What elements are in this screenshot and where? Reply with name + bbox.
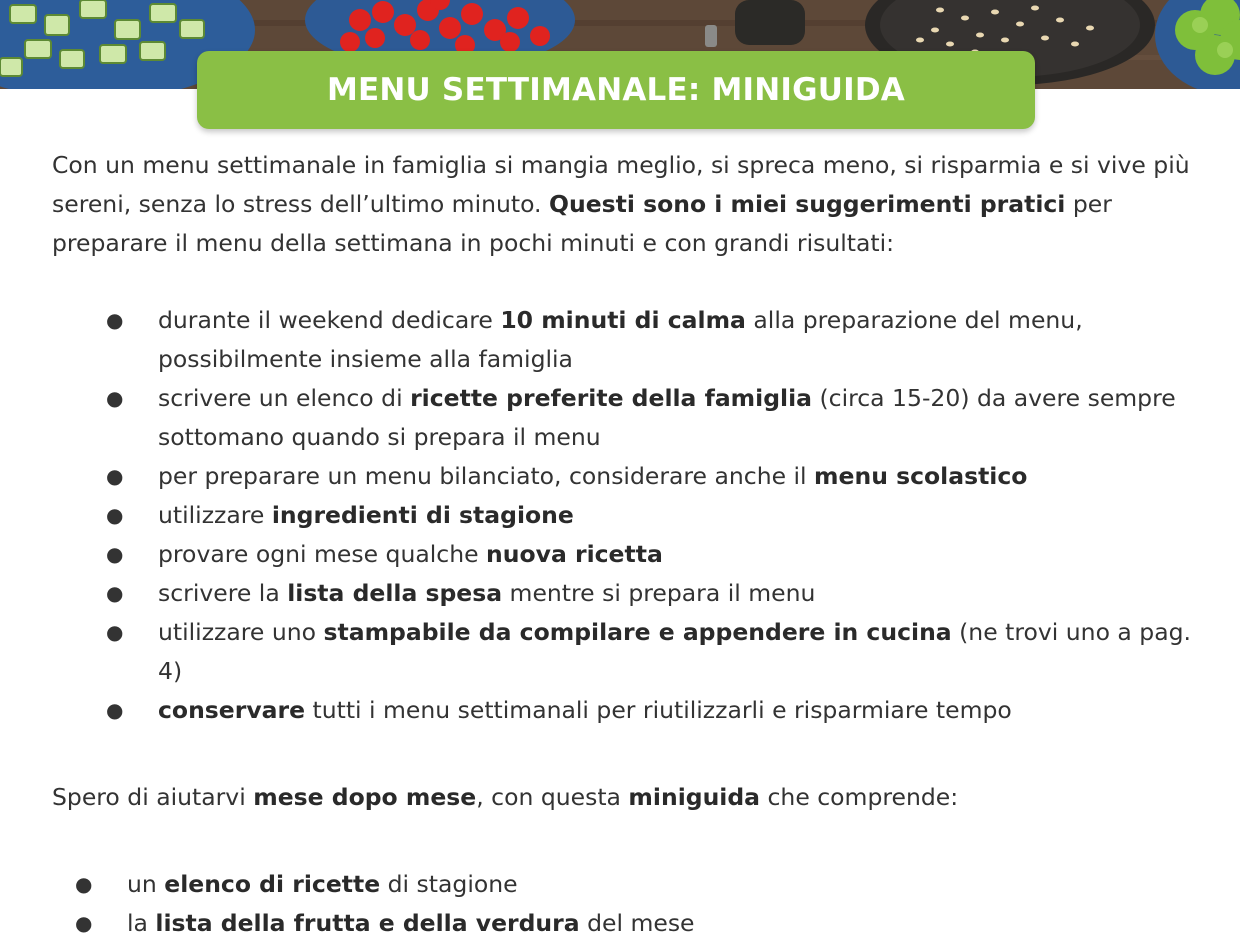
contents-list (52, 865, 1207, 943)
list-item-text (158, 540, 663, 568)
bold-text: 10 minuti di calma (500, 306, 746, 334)
text-run: Con un menu settimanale in famiglia si mangia meglio, si spreca meno, si risparmia e si vive più sereni, senza lo stress dell’ultimo minuto. (52, 151, 1190, 218)
text-run: scrivere un elenco di (158, 384, 411, 412)
bold-text: elenco di ricette (164, 870, 381, 898)
text-run: per preparare un menu bilanciato, considerare anche il (158, 462, 815, 490)
text-run: tutti i menu settimanali per riutilizzarli e risparmiare tempo (305, 696, 1012, 724)
text-run: scrivere la (158, 579, 288, 607)
text-run: (circa 15-20) da avere sempre sottomano quando si prepara il menu (158, 384, 1176, 451)
bold-text: stampabile da compilare e appendere in cucina (323, 618, 952, 646)
bold-text: ricette preferite della famiglia (410, 384, 813, 412)
oil-bottle (735, 0, 805, 45)
bold-text: nuova ricetta (486, 540, 663, 568)
bold-text: menu scolastico (814, 462, 1028, 490)
list-item-text (158, 306, 1083, 373)
text-run: di stagione (380, 870, 518, 898)
bullet-icon: ● (106, 308, 124, 332)
intro-paragraph (52, 146, 1207, 263)
list-item (104, 691, 1207, 730)
title-banner (197, 51, 1035, 129)
bullet-icon: ● (106, 698, 124, 722)
bullet-icon: ● (106, 581, 124, 605)
document-content (52, 146, 1207, 943)
list-item (104, 496, 1207, 535)
list-item-text (127, 909, 695, 937)
text-run: mentre si prepara il menu (502, 579, 816, 607)
bullet-icon: ● (75, 872, 93, 896)
bullet-icon: ● (75, 911, 93, 935)
text-run: alla preparazione del menu, possibilmente insieme alla famiglia (158, 306, 1083, 373)
bullet-icon: ● (106, 620, 124, 644)
list-item (104, 574, 1207, 613)
bold-text: mese dopo mese (253, 783, 477, 811)
text-run: del mese (579, 909, 695, 937)
text-run: , con questa (476, 783, 629, 811)
tips-list (52, 301, 1207, 730)
list-item-text (158, 579, 815, 607)
text-run: (ne trovi uno a pag. 4) (158, 618, 1191, 685)
list-item-text (158, 462, 1027, 490)
page-title: MENU SETTIMANALE: MINIGUIDA (326, 72, 905, 108)
list-item-text (127, 870, 518, 898)
list-item-text (158, 501, 574, 529)
list-item-text (158, 618, 1191, 685)
list-item (104, 535, 1207, 574)
list-item-text (158, 384, 1176, 451)
list-item (104, 457, 1207, 496)
bullet-icon: ● (106, 503, 124, 527)
text-run: Spero di aiutarvi (52, 783, 254, 811)
text-run: provare ogni mese qualche (158, 540, 487, 568)
list-item (104, 379, 1207, 457)
list-item (104, 613, 1207, 691)
bold-text: lista della spesa (287, 579, 503, 607)
bullet-icon: ● (106, 386, 124, 410)
bullet-icon: ● (106, 464, 124, 488)
text-run: utilizzare uno (158, 618, 324, 646)
text-run: per preparare il menu della settimana in pochi minuti e con grandi risultati: (52, 190, 1112, 257)
text-run: che comprende: (760, 783, 959, 811)
list-item (104, 301, 1207, 379)
text-run: durante il weekend dedicare (158, 306, 501, 334)
bold-text: miniguida (628, 783, 761, 811)
text-run: la (127, 909, 156, 937)
list-item (73, 865, 1207, 904)
list-item-text (158, 696, 1012, 724)
bold-text: lista della frutta e della verdura (155, 909, 580, 937)
bold-text: ingredienti di stagione (271, 501, 574, 529)
bold-text: Questi sono i miei suggerimenti pratici (549, 190, 1066, 218)
text-run: utilizzare (158, 501, 272, 529)
text-run: un (127, 870, 165, 898)
bullet-icon: ● (106, 542, 124, 566)
closing-paragraph (52, 778, 1207, 817)
list-item (73, 904, 1207, 943)
bold-text: conservare (158, 696, 306, 724)
